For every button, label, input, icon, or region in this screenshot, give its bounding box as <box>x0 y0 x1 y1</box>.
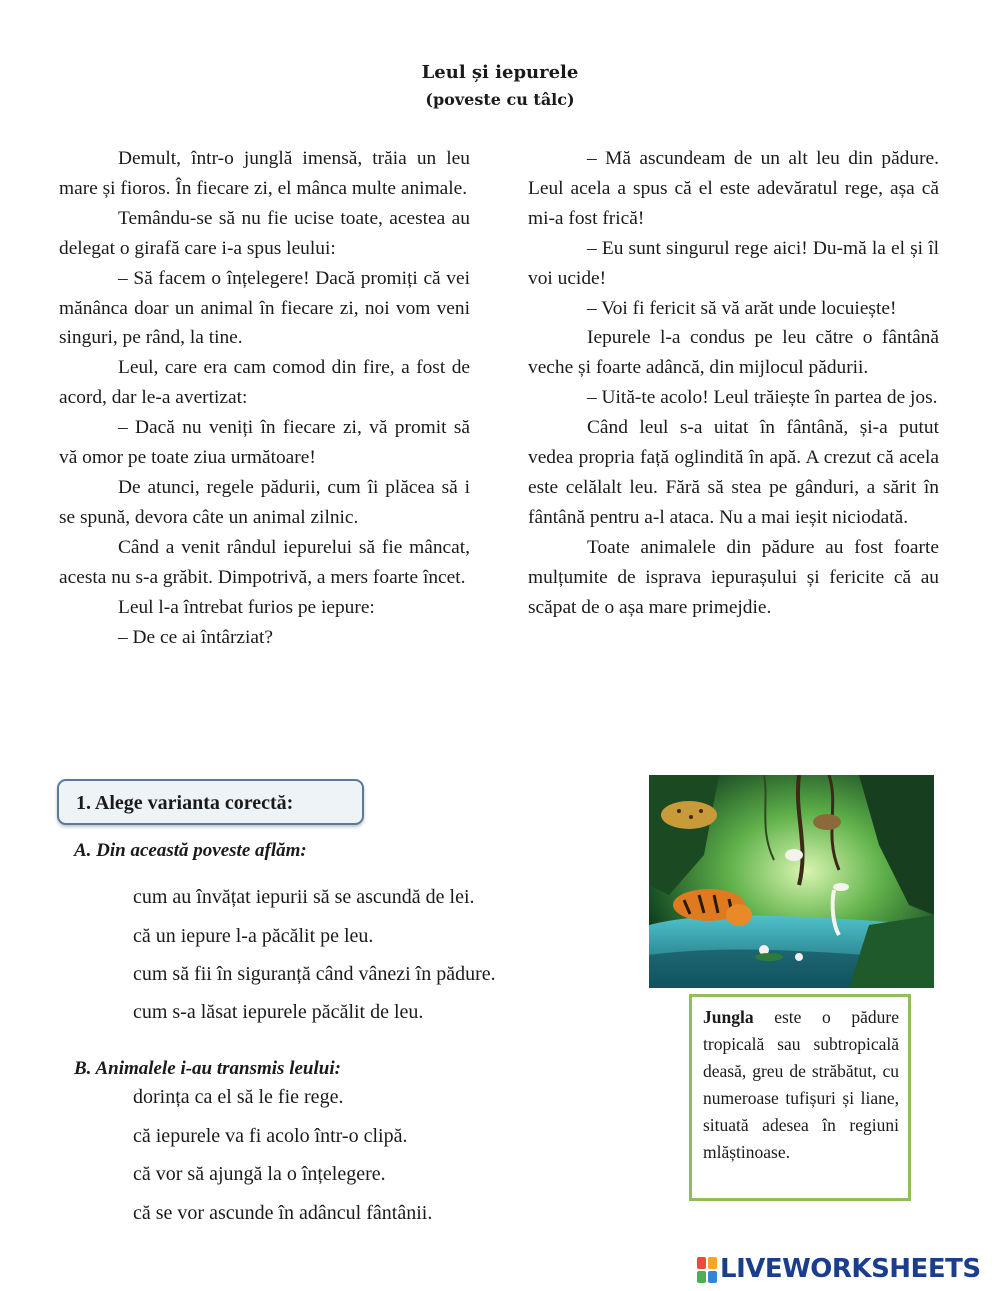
logo-blocks-icon <box>697 1257 717 1283</box>
answer-option-b1[interactable]: dorința ca el să le fie rege. <box>133 1086 344 1108</box>
story-paragraph: – Eu sunt singurul rege aici! Du-mă la el și îl voi ucide! <box>528 237 939 289</box>
answer-option-a2[interactable]: că un iepure l-a păcălit pe leu. <box>133 925 374 947</box>
question-b-label: B. Animalele i-au transmis leului: <box>74 1058 341 1079</box>
logo-text: LIVEWORKSHEETS <box>720 1254 981 1284</box>
story-column-right <box>528 144 939 623</box>
answer-option-a4[interactable]: cum s-a lăsat iepurele păcălit de leu. <box>133 1001 424 1023</box>
story-paragraph: Leul l-a întrebat furios pe iepure: <box>118 596 375 618</box>
story-paragraph: – Dacă nu veniți în fiecare zi, vă promit să vă omor pe toate ziua următoare! <box>59 417 470 469</box>
answer-option-a1[interactable]: cum au învățat iepurii să se ascundă de lei. <box>133 886 475 908</box>
liveworksheets-logo <box>697 1254 997 1284</box>
definition-box <box>689 994 911 1201</box>
story-paragraph: – Voi fi fericit să vă arăt unde locuiește! <box>587 297 897 319</box>
story-column-left <box>59 144 470 652</box>
answer-option-b3[interactable]: că vor să ajungă la o înțelegere. <box>133 1163 386 1185</box>
story-title: Leul și iepurele <box>421 62 579 83</box>
question-a-label: A. Din această poveste aflăm: <box>74 840 307 861</box>
story-paragraph: – De ce ai întârziat? <box>118 626 274 648</box>
story-paragraph: Când leul s-a uitat în fântână, și-a putut vedea propria față oglindită în apă. A crezut că acela este celălalt leu. Fără să stea pe gânduri, a sărit în fântână pentru a-l ataca. Nu a mai ieșit niciodată. <box>528 417 939 528</box>
exercise-heading-box <box>57 779 364 825</box>
story-paragraph: Leul, care era cam comod din fire, a fost de acord, dar le-a avertizat: <box>59 357 470 409</box>
story-subtitle: (poveste cu tâlc) <box>425 90 575 109</box>
story-paragraph: Temându-se să nu fie ucise toate, acestea au delegat o girafă care i-a spus leului: <box>59 207 470 259</box>
story-paragraph: Demult, într-o junglă imensă, trăia un leu mare și fioros. În fiecare zi, el mânca multe animale. <box>59 148 470 199</box>
answer-option-b2[interactable]: că iepurele va fi acolo într-o clipă. <box>133 1125 408 1147</box>
story-paragraph: Iepurele l-a condus pe leu către o fântână veche și foarte adâncă, din mijlocul pădurii. <box>528 327 939 379</box>
story-paragraph: Toate animalele din pădure au fost foarte mulțumite de isprava iepurașului și fericite că au scăpat de o așa mare primejdie. <box>528 536 939 618</box>
story-paragraph: Când a venit rândul iepurelui să fie mâncat, acesta nu s-a grăbit. Dimpotrivă, a mers foarte încet. <box>59 536 470 588</box>
logo-block <box>697 1257 706 1269</box>
answer-option-b4[interactable]: că se vor ascunde în adâncul fântânii. <box>133 1202 433 1224</box>
definition-text <box>703 1004 899 1166</box>
logo-block <box>708 1257 717 1269</box>
story-paragraph: – Mă ascundeam de un alt leu din pădure. Leul acela a spus că el este adevăratul rege, așa că mi-a fost frică! <box>528 148 939 229</box>
exercise-heading: 1. Alege varianta corectă: <box>76 792 294 814</box>
definition-term: Jungla <box>703 1007 754 1027</box>
jungle-illustration <box>649 775 934 988</box>
logo-block <box>697 1271 706 1283</box>
story-paragraph: – Uită-te acolo! Leul trăiește în partea de jos. <box>587 387 938 409</box>
logo-block <box>708 1271 717 1283</box>
answer-option-a3[interactable]: cum să fii în siguranță când vânezi în pădure. <box>133 963 496 985</box>
definition-body: este o pădure tropicală sau subtropicală deasă, greu de străbătut, cu numeroase tufișuri și liane, situată adesea în regiuni mlăștinoase. <box>703 1007 899 1162</box>
story-paragraph: De atunci, regele pădurii, cum îi plăcea să i se spună, devora câte un animal zilnic. <box>59 476 470 528</box>
story-paragraph: – Să facem o înțelegere! Dacă promiți că vei mănânca doar un animal în fiecare zi, noi vom veni singuri, pe rând, la tine. <box>59 267 470 349</box>
